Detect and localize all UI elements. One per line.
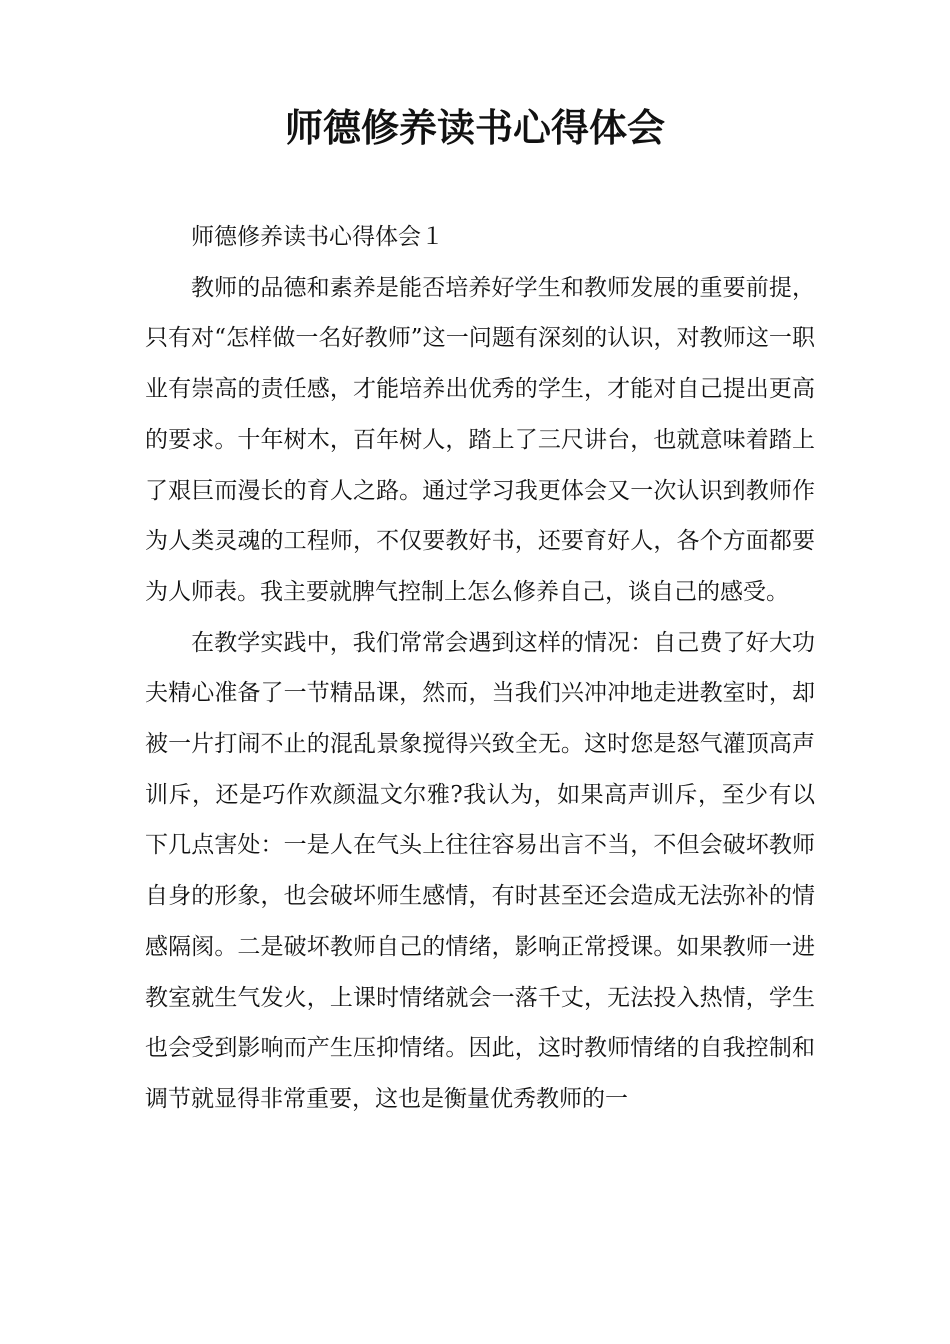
section-heading: 师德修养读书心得体会１ [191,224,444,250]
paragraph: 教师的品德和素养是能否培养好学生和教师发展的重要前提，只有对“怎样做一名好教师”这一问题有深刻的认识，对教师这一职业有崇高的责任感，才能培养出优秀的学生，才能对自己提出更高的要求。十年树木，百年树人，踏上了三尺讲台，也就意味着踏上了艰巨而漫长的育人之路。通过学习我更体会又一次认识到教师作为人类灵魂的工程师，不仅要教好书，还要育好人，各个方面都要为人师表。我主要就脾气控制上怎么修养自己，谈自己的感受。 [145,274,815,605]
document-title: 师德修养读书心得体会 [284,106,665,150]
paragraph: 在教学实践中，我们常常会遇到这样的情况：自己费了好大功夫精心准备了一节精品课，然而，当我们兴冲冲地走进教室时，却被一片打闹不止的混乱景象搅得兴致全无。这时您是怒气灌顶高声训斥，还是巧作欢颜温文尔雅?我认为，如果高声训斥，至少有以下几点害处：一是人在气头上往往容易出言不当，不但会破坏教师自身的形象，也会破坏师生感情，有时甚至还会造成无法弥补的情感隔阂。二是破坏教师自己的情绪，影响正常授课。如果教师一进教室就生气发火，上课时情绪就会一落千丈，无法投入热情，学生也会受到影响而产生压抑情绪。因此，这时教师情绪的自我控制和调节就显得非常重要，这也是衡量优秀教师的一 [145,629,815,1112]
document-body [145,212,815,1125]
